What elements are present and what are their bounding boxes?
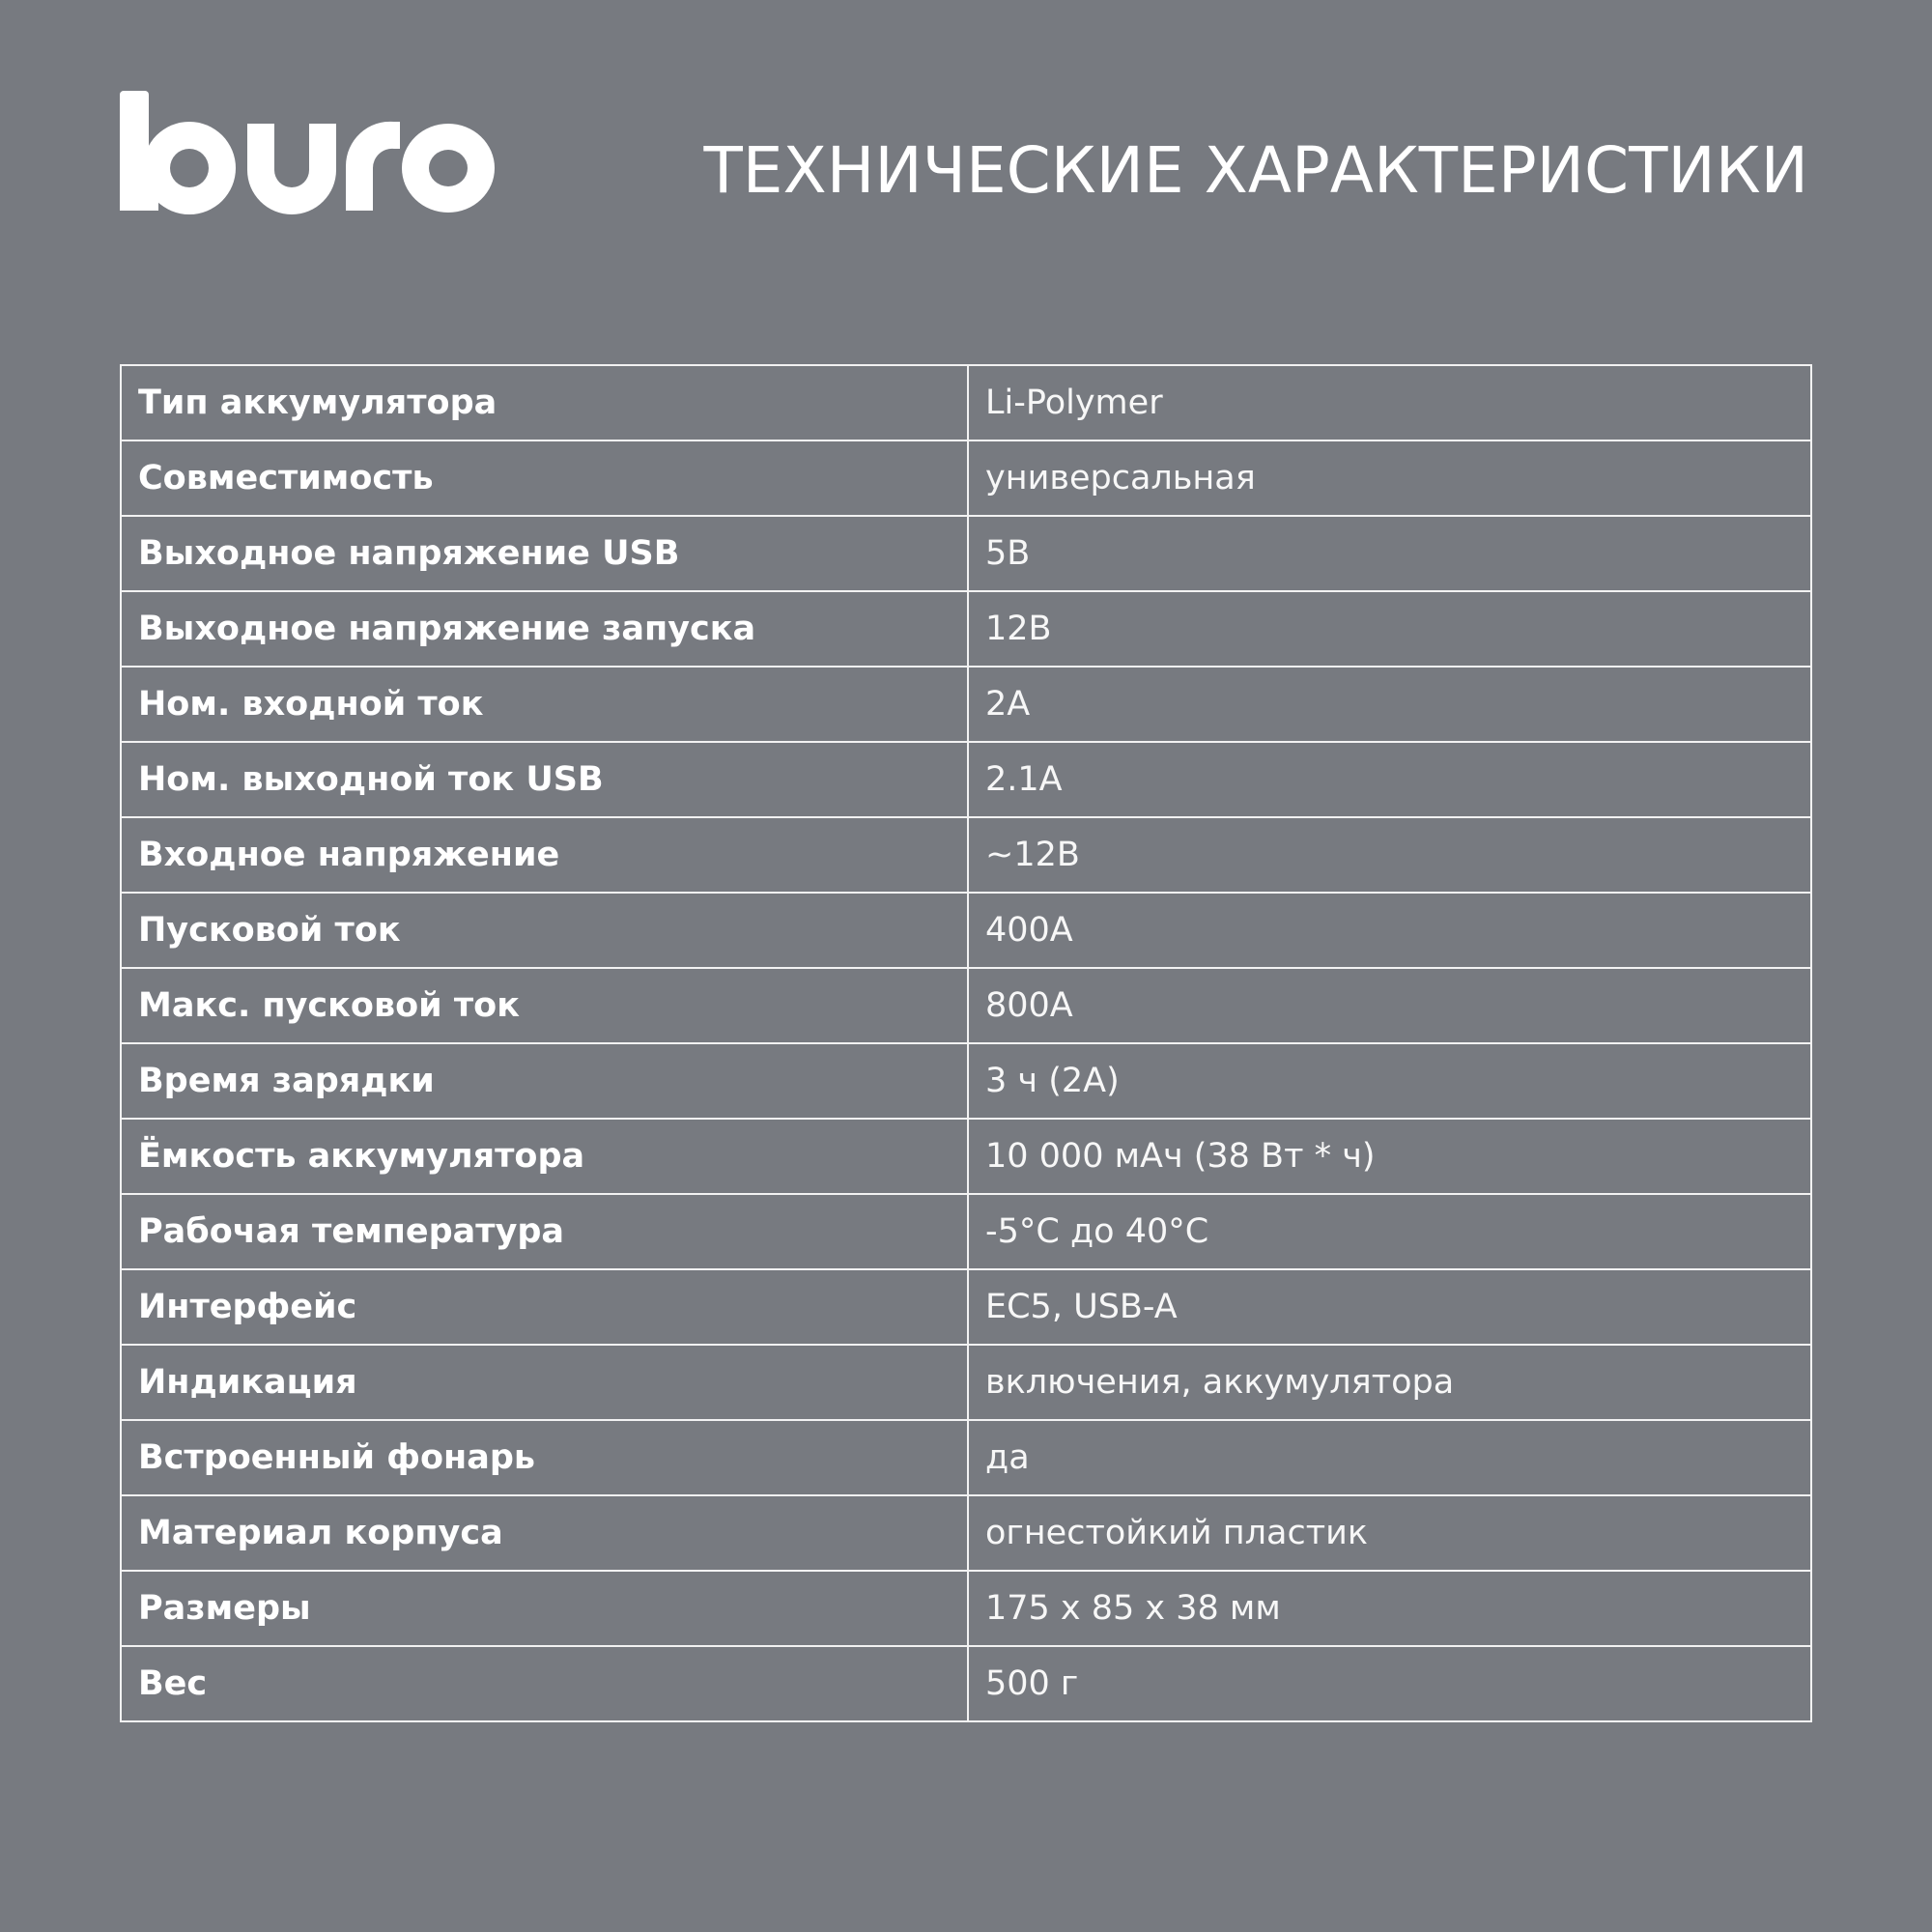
table-row: [121, 817, 1811, 893]
table-row: [121, 1495, 1811, 1571]
table-row: [121, 365, 1811, 440]
spec-value: Li-Polymer: [968, 365, 1811, 440]
table-row: [121, 742, 1811, 817]
logo-letter-o: [402, 124, 495, 213]
spec-label: Ном. входной ток: [121, 667, 968, 742]
spec-value: 12В: [968, 591, 1811, 667]
spec-value: универсальная: [968, 440, 1811, 516]
spec-table: [120, 364, 1812, 1722]
spec-value: -5°C до 40°C: [968, 1194, 1811, 1269]
table-row: [121, 1646, 1811, 1721]
spec-value: 10 000 мАч (38 Вт * ч): [968, 1119, 1811, 1194]
spec-value: ~12В: [968, 817, 1811, 893]
table-row: [121, 1043, 1811, 1119]
spec-value: да: [968, 1420, 1811, 1495]
spec-label: Индикация: [121, 1345, 968, 1420]
spec-label: Интерфейс: [121, 1269, 968, 1345]
spec-label: Вес: [121, 1646, 968, 1721]
table-row: [121, 1571, 1811, 1646]
spec-label: Входное напряжение: [121, 817, 968, 893]
spec-label: Выходное напряжение запуска: [121, 591, 968, 667]
spec-label: Встроенный фонарь: [121, 1420, 968, 1495]
spec-value: 5В: [968, 516, 1811, 591]
spec-value: EC5, USB-A: [968, 1269, 1811, 1345]
logo-letter-u: [247, 124, 336, 214]
table-row: [121, 1194, 1811, 1269]
spec-label: Макс. пусковой ток: [121, 968, 968, 1043]
spec-label: Ёмкость аккумулятора: [121, 1119, 968, 1194]
table-row: [121, 968, 1811, 1043]
spec-value: включения, аккумулятора: [968, 1345, 1811, 1420]
page-title: ТЕХНИЧЕСКИЕ ХАРАКТЕРИСТИКИ: [703, 133, 1808, 208]
spec-value: 3 ч (2А): [968, 1043, 1811, 1119]
spec-label: Выходное напряжение USB: [121, 516, 968, 591]
spec-label: Материал корпуса: [121, 1495, 968, 1571]
table-row: [121, 516, 1811, 591]
table-row: [121, 591, 1811, 667]
spec-value: огнестойкий пластик: [968, 1495, 1811, 1571]
logo-letter-b: [120, 91, 245, 214]
table-row: [121, 1119, 1811, 1194]
table-row: [121, 1420, 1811, 1495]
spec-table-body: [121, 365, 1811, 1721]
spec-value: 2.1А: [968, 742, 1811, 817]
table-row: [121, 1345, 1811, 1420]
table-row: [121, 440, 1811, 516]
spec-value: 800А: [968, 968, 1811, 1043]
spec-label: Рабочая температура: [121, 1194, 968, 1269]
table-row: [121, 893, 1811, 968]
logo-letter-r: [346, 122, 400, 211]
spec-label: Тип аккумулятора: [121, 365, 968, 440]
buro-logo-mark: [114, 56, 500, 230]
spec-label: Размеры: [121, 1571, 968, 1646]
spec-value: 500 г: [968, 1646, 1811, 1721]
spec-value: 400А: [968, 893, 1811, 968]
spec-label: Совместимость: [121, 440, 968, 516]
spec-value: 175 х 85 х 38 мм: [968, 1571, 1811, 1646]
spec-value: 2А: [968, 667, 1811, 742]
spec-label: Пусковой ток: [121, 893, 968, 968]
spec-label: Ном. выходной ток USB: [121, 742, 968, 817]
table-row: [121, 1269, 1811, 1345]
buro-logo: [114, 56, 500, 230]
spec-label: Время зарядки: [121, 1043, 968, 1119]
table-row: [121, 667, 1811, 742]
